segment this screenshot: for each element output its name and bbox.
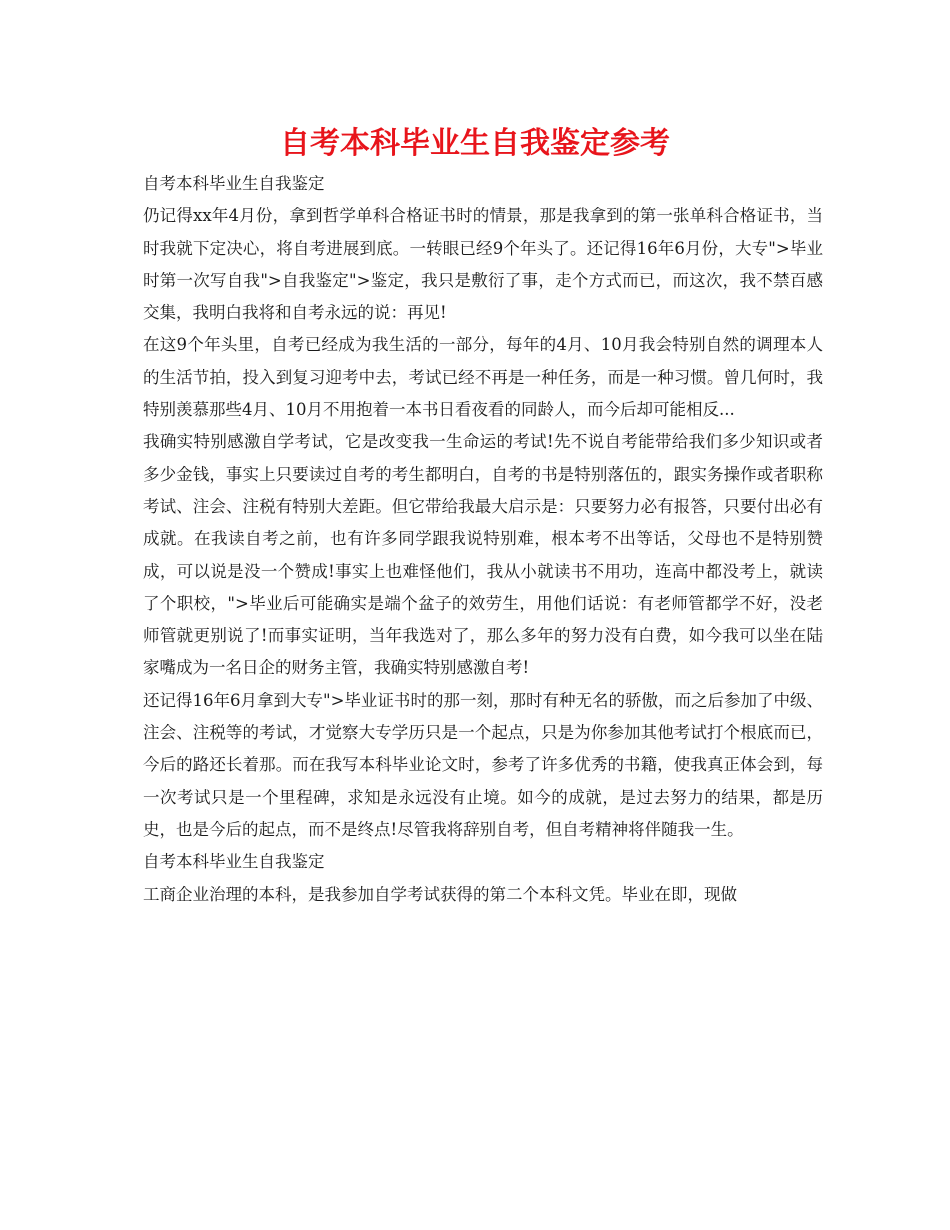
body-paragraph: 在这9个年头里，自考已经成为我生活的一部分，每年的4月、10月我会特别自然的调理本人的生活节拍，投入到复习迎考中去，考试已经不再是一种任务，而是一种习惯。曾几何时，我特别羡慕那些4月、10月不用抱着一本书日看夜看的同龄人，而今后却可能相反...: [143, 335, 823, 420]
document-body: [143, 168, 823, 911]
body-paragraph: 我确实特别感激自学考试，它是改变我一生命运的考试!先不说自考能带给我们多少知识或者多少金钱，事实上只要读过自考的考生都明白，自考的书是特别落伍的，跟实务操作或者职称考试、注会、注税有特别大差距。但它带给我最大启示是：只要努力必有报答，只要付出必有成就。在我读自考之前，也有许多同学跟我说特别难，根本考不出等话，父母也不是特别赞成，可以说是没一个赞成!事实上也难怪他们，我从小就读书不用功，连高中都没考上，就读了个职校，">毕业后可能确实是端个盆子的效劳生，用他们话说：有老师管都学不好，没老师管就更别说了!而事实证明，当年我选对了，那么多年的努力没有白费，如今我可以坐在陆家嘴成为一名日企的财务主管，我确实特别感激自考!: [143, 432, 823, 678]
section-heading: 自考本科毕业生自我鉴定: [143, 852, 325, 872]
body-paragraph: 工商企业治理的本科，是我参加自学考试获得的第二个本科文凭。毕业在即，现做: [143, 884, 737, 904]
body-paragraph: 还记得16年6月拿到大专">毕业证书时的那一刻，那时有种无名的骄傲，而之后参加了中级、注会、注税等的考试，才觉察大专学历只是一个起点，只是为你参加其他考试打个根底而已，今后的路还长着那。而在我写本科毕业论文时，参考了许多优秀的书籍，使我真正体会到，每一次考试只是一个里程碑，求知是永远没有止境。如今的成就，是过去努力的结果，都是历史，也是今后的起点，而不是终点!尽管我将辞别自考，但自考精神将伴随我一生。: [143, 690, 823, 839]
section-heading: 自考本科毕业生自我鉴定: [143, 174, 325, 193]
body-paragraph: 仍记得xx年4月份，拿到哲学单科合格证书时的情景，那是我拿到的第一张单科合格证书，当时我就下定决心，将自考进展到底。一转眼已经9个年头了。还记得16年6月份，大专">毕业时第一次写自我">自我鉴定">鉴定，我只是敷衍了事，走个方式而已，而这次，我不禁百感交集，我明白我将和自考永远的说：再见!: [143, 206, 823, 323]
document-title: 自考本科毕业生自我鉴定参考: [280, 126, 670, 161]
